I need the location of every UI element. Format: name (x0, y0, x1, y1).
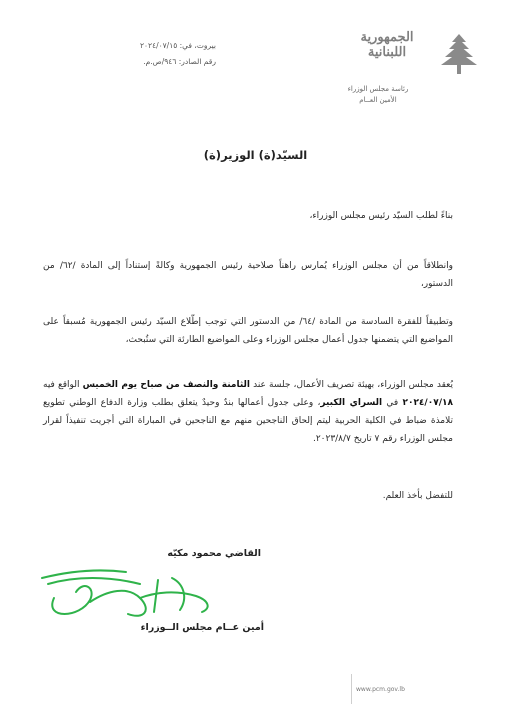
paragraph-3: وتطبيقاً للفقرة السادسة من المادة /٦٤/ من الدستور التي توجب إطّلاع السيّد رئيس الجمهورية مُسبقاً على المواضيع التي يتضمنها جدول أعمال مجلس الوزراء وعلى المواضيع الطارئة التي ستُبحث، (43, 317, 453, 345)
paragraph-1: بناءً لطلب السيّد رئيس مجلس الوزراء، (309, 211, 453, 221)
signer-name: القاضي محمود مكيّه (167, 548, 261, 559)
republic-title: الجمهورية اللبنانية (360, 30, 414, 60)
footer-divider (351, 674, 352, 704)
place-date: بيروت، في: ٢٠٢٤/٠٧/١٥ (139, 41, 216, 50)
closing-line: للتفضل بأخذ العلم. (382, 491, 453, 501)
handwritten-signature (36, 562, 221, 624)
cedar-tree-icon (439, 32, 479, 78)
meeting-time: الثامنة والنصف من صباح يوم الخميس (82, 380, 250, 390)
meeting-place: السراي الكبير (320, 398, 383, 408)
presidency-label: رئاسة مجلس الوزراء الأمين العــام (347, 85, 409, 104)
issue-number: رقم الصادر: ٩٤٦/ص.م. (143, 57, 216, 66)
meeting-date: ٢٠٢٤/٠٧/١٨ (402, 398, 453, 408)
paragraph-4: يُعقد مجلس الوزراء، بهيئة تصريف الأعمال، جلسة عند الثامنة والنصف من صباح يوم الخميس الواقع فيه ٢٠٢٤/٠٧/١٨ في السراي الكبير، وعلى جدول أعمالها بندٌ وحيدٌ يتعلق بطلب وزارة الدفاع الوطني تطويع تلامذة ضباط في الكلية الحربية ليتم إلحاق الناجحين منهم مع الناجحين في المباراة التي أجريت تنفيذاً لقرار مجلس الوزراء رقم ٧ تاريخ ٢٠٢٣/٨/٧. (43, 380, 453, 444)
website-footer[interactable]: www.pcm.gov.lb (356, 686, 405, 693)
letterhead-emblem (335, 22, 485, 114)
paragraph-2: وانطلاقاً من أن مجلس الوزراء يُمارس راهناً صلاحية رئيس الجمهورية وكالةً إستناداً إلى المادة /٦٢/ من الدستور، (43, 261, 453, 289)
salutation: السيّد(ة) الوزير(ة) (203, 148, 308, 162)
signer-title: أمين عــام مجلس الــوزراء (140, 622, 264, 633)
document-meta (56, 38, 216, 70)
